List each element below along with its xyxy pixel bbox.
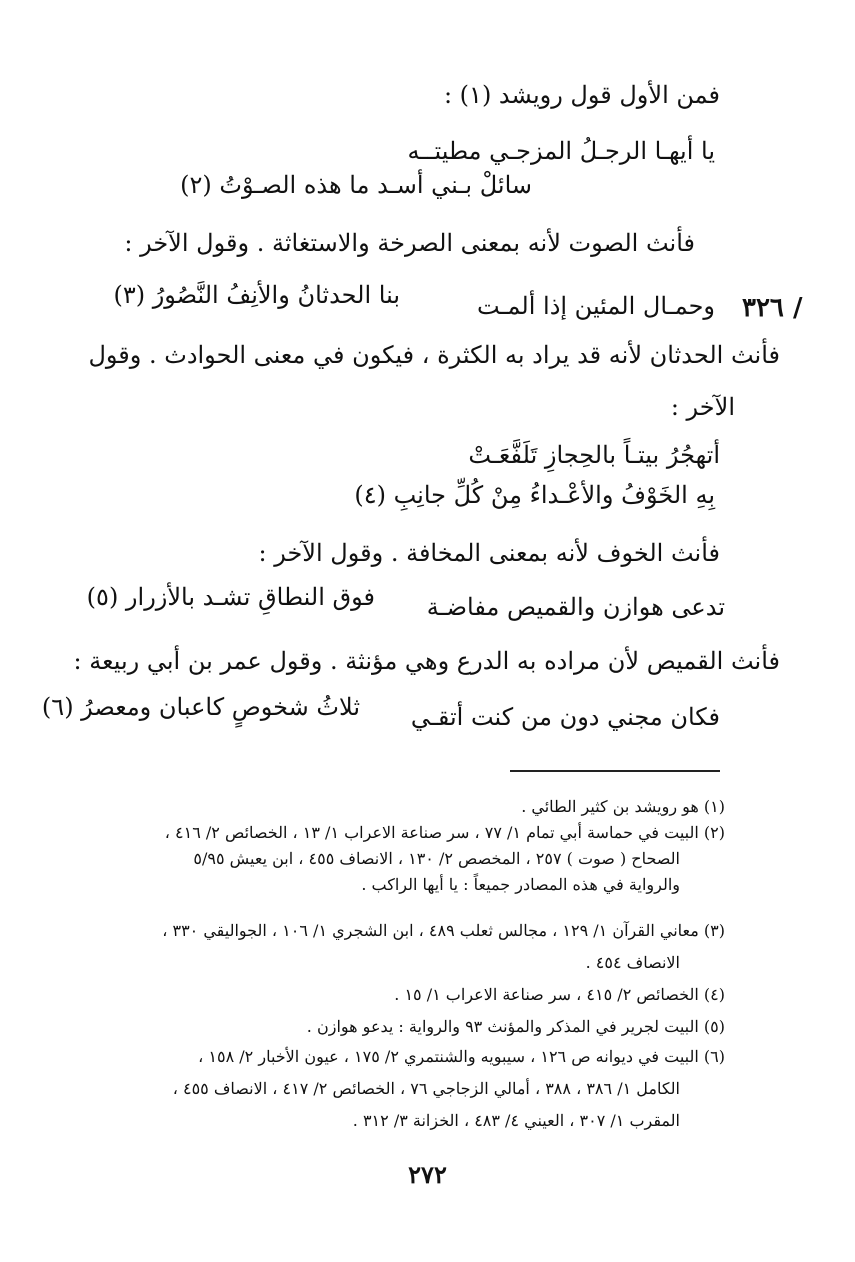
verse-4-second-hemistich: فوق النطاقِ تشـد بالأزرار (٥) [86, 583, 375, 611]
footnote-5: (٥) البيت لجرير في المذكر والمؤنث ٩٣ والرواية : يدعو هوازن . [306, 1017, 725, 1036]
verse-5-first-hemistich: فكان مجني دون من كنت أتقـي [410, 703, 720, 731]
verse-1-first-hemistich: يا أيهـا الرجـلُ المزجـي مطيتــه [407, 137, 715, 165]
verse-3-second-hemistich: بِهِ الخَوْفُ والأعْـداءُ مِنْ كُلِّ جانِبِ (٤) [354, 481, 715, 509]
footnote-6-line-3: المقرب ١/ ٣٠٧ ، العيني ٤/ ٤٨٣ ، الخزانة ٣/ ٣١٢ . [352, 1111, 680, 1130]
page-number: ٢٧٢ [408, 1160, 447, 1189]
footnote-2-line-1: (٢) البيت في حماسة أبي تمام ١/ ٧٧ ، سر صناعة الاعراب ١/ ١٣ ، الخصائص ٢/ ٤١٦ ، [164, 823, 725, 842]
footnote-6-line-2: الكامل ١/ ٣٨٦ ، ٣٨٨ ، أمالي الزجاجي ٧٦ ، الخصائص ٢/ ٤١٧ ، الانصاف ٤٥٥ ، [172, 1079, 680, 1098]
body-line-1: فمن الأول قول رويشد (١) : [443, 81, 720, 109]
verse-4-first-hemistich: تدعى هوازن والقميص مفاضـة [426, 593, 725, 621]
body-line-5: فأنث الخوف لأنه بمعنى المخافة . وقول الآخر : [258, 539, 720, 567]
footnote-separator [510, 770, 720, 772]
footnote-4: (٤) الخصائص ٢/ ٤١٥ ، سر صناعة الاعراب ١/ ١٥ . [394, 985, 725, 1004]
footnote-6-line-1: (٦) البيت في ديوانه ص ١٢٦ ، سيبويه والشنتمري ٢/ ١٧٥ ، عيون الأخبار ٢/ ١٥٨ ، [198, 1047, 725, 1066]
body-line-6: فأنث القميص لأن مراده به الدرع وهي مؤنثة . وقول عمر بن أبي ربيعة : [73, 647, 780, 675]
footnote-3-line-1: (٣) معاني القرآن ١/ ١٢٩ ، مجالس ثعلب ٤٨٩ ، ابن الشجري ١/ ١٠٦ ، الجواليقي ٣٣٠ ، [162, 921, 725, 940]
margin-page-reference: ٣٢٦ / [742, 293, 803, 323]
verse-2-first-hemistich: وحمـال المئين إذا ألمـت [476, 292, 715, 320]
body-line-2: فأنث الصوت لأنه بمعنى الصرخة والاستغاثة . وقول الآخر : [124, 229, 695, 257]
body-line-3: فأنث الحدثان لأنه قد يراد به الكثرة ، فيكون في معنى الحوادث . وقول [88, 341, 780, 369]
verse-5-second-hemistich: ثلاثُ شخوصٍ كاعبان ومعصرُ (٦) [41, 693, 360, 721]
footnote-2-line-3: والرواية في هذه المصادر جميعاً : يا أيها الراكب . [361, 875, 680, 894]
verse-1-second-hemistich: سائلْ بـني أسـد ما هذه الصـوْتُ (٢) [180, 171, 532, 199]
body-line-4: الآخر : [670, 393, 735, 421]
footnote-2-line-2: الصحاح ( صوت ) ٢٥٧ ، المخصص ٢/ ١٣٠ ، الانصاف ٤٥٥ ، ابن يعيش ٥/٩٥ [193, 849, 680, 868]
footnote-3-line-2: الانصاف ٤٥٤ . [585, 953, 680, 972]
verse-3-first-hemistich: أتهجُرُ بيتـاً بالحِجازِ تَلَفَّعَـتْ [468, 441, 720, 469]
footnote-1: (١) هو رويشد بن كثير الطائي . [521, 797, 725, 816]
verse-2-second-hemistich: بنا الحدثانُ والأنِفُ النَّصُورُ (٣) [113, 281, 400, 309]
